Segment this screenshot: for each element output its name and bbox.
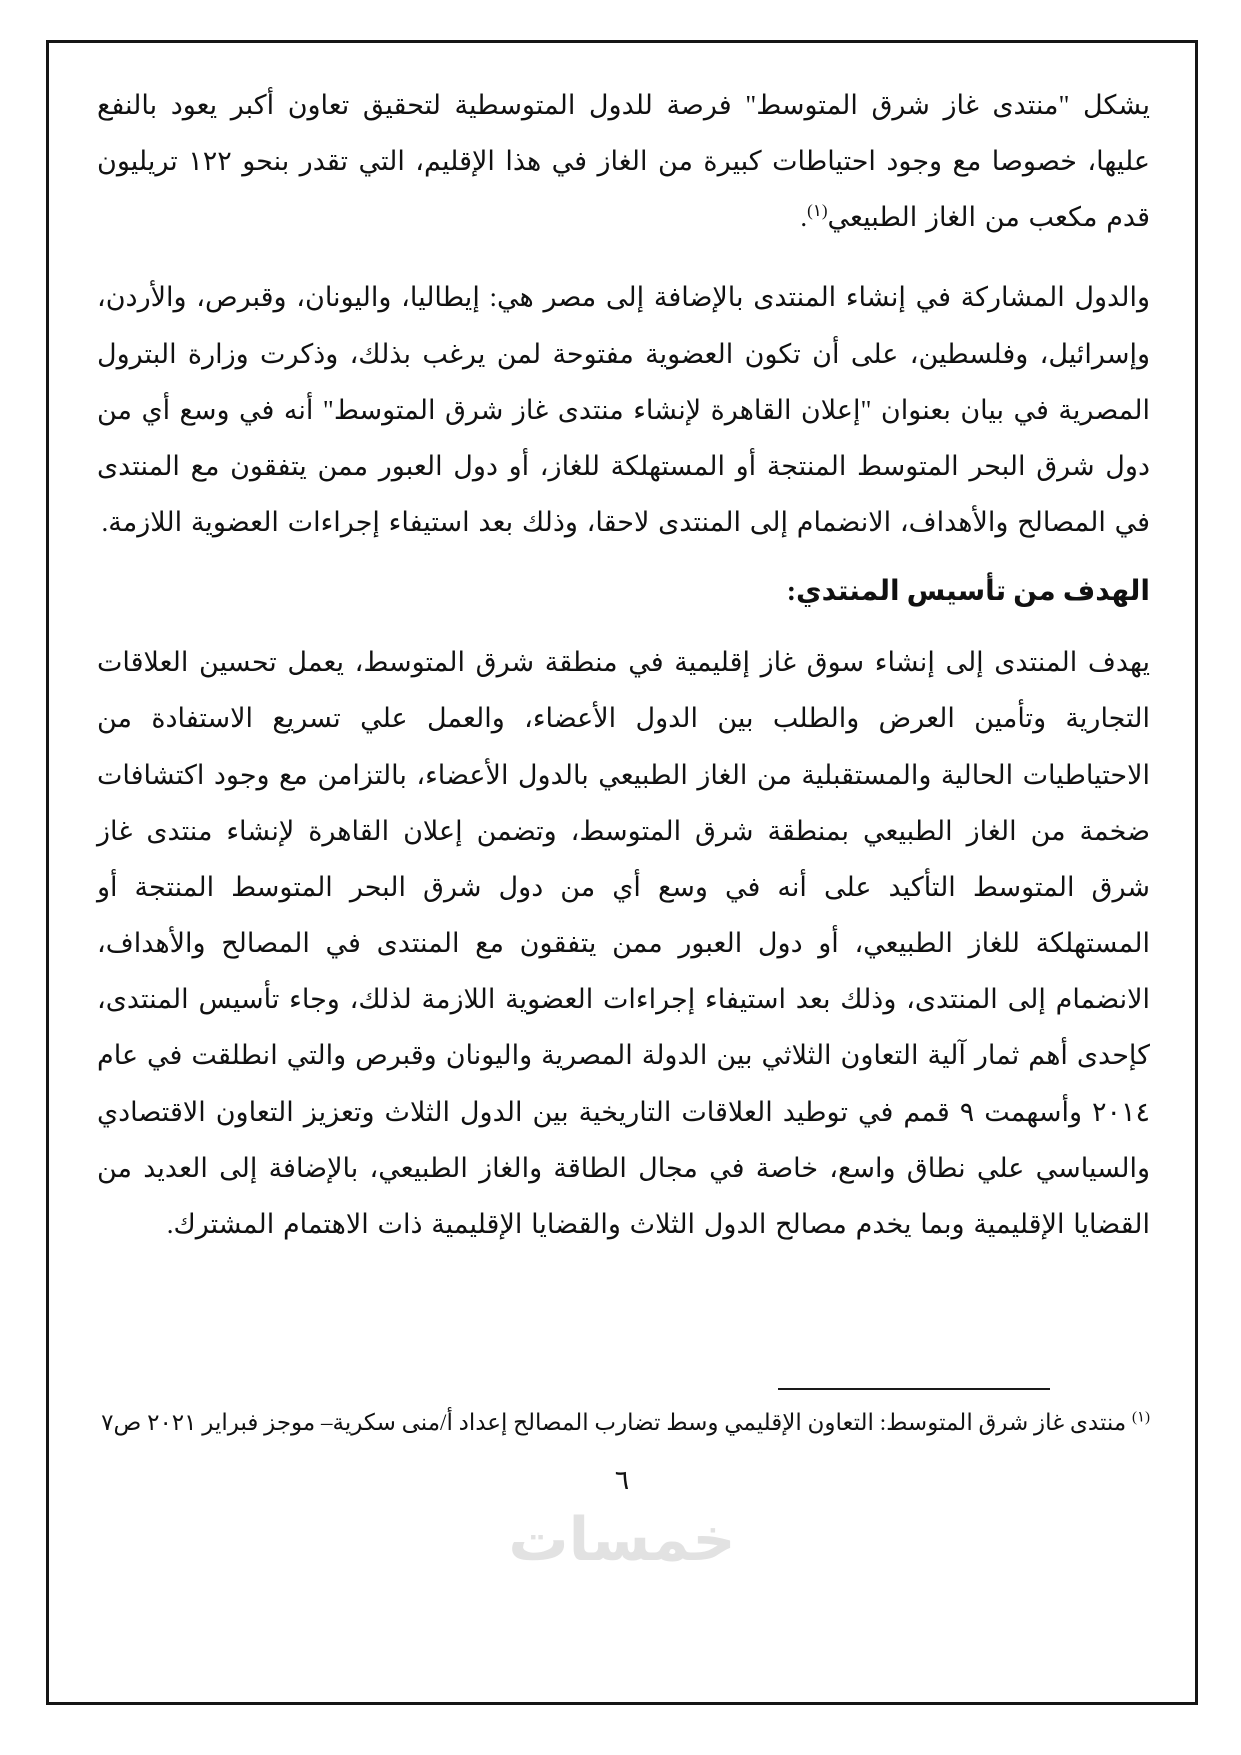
footnote-number: (١)	[1131, 1409, 1150, 1426]
footnote-text: منتدى غاز شرق المتوسط: التعاون الإقليمي وسط تضارب المصالح إعداد أ/منى سكرية– موجز فبراير ٢٠٢١ ص٧	[101, 1410, 1127, 1435]
khamsat-watermark: خمسات	[508, 1505, 736, 1575]
paragraph-member-states: والدول المشاركة في إنشاء المنتدى بالإضافة إلى مصر هي: إيطاليا، واليونان، وقبرص، والأردن، وإسرائيل، وفلسطين، على أن تكون العضوية مفتوحة لمن يرغب بذلك، وذكرت وزارة البترول المصرية في بيان بعنوان "إعلان القاهرة لإنشاء منتدى غاز شرق المتوسط" أنه في وسع أي من دول شرق البحر المتوسط المنتجة أو المستهلكة للغاز، أو دول العبور ممن يتفقون مع المنتدى في المصالح والأهداف، الانضمام إلى المنتدى لاحقا، وذلك بعد استيفاء إجراءات العضوية اللازمة.	[97, 282, 1150, 538]
page-border	[46, 40, 1198, 1705]
footnote-separator	[778, 1388, 1050, 1390]
footnote-area	[97, 1388, 1150, 1443]
document-body	[97, 77, 1150, 1276]
page-number: ٦	[614, 1465, 630, 1495]
paragraph-intro	[97, 77, 1150, 245]
paragraph-forum-goal: يهدف المنتدى إلى إنشاء سوق غاز إقليمية في منطقة شرق المتوسط، يعمل تحسين العلاقات التجارية وتأمين العرض والطلب بين الدول الأعضاء، والعمل علي تسريع الاستفادة من الاحتياطيات الحالية والمستقبلية من الغاز الطبيعي بالدول الأعضاء، بالتزامن مع وجود اكتشافات ضخمة من الغاز الطبيعي بمنطقة شرق المتوسط، وتضمن إعلان القاهرة لإنشاء منتدى غاز شرق المتوسط التأكيد على أنه في وسع أي من دول شرق البحر المتوسط المنتجة أو المستهلكة للغاز الطبيعي، أو دول العبور ممن يتفقون مع المنتدى في المصالح والأهداف، الانضمام إلى المنتدى، وذلك بعد استيفاء إجراءات العضوية اللازمة لذلك، وجاء تأسيس المنتدى، كإحدى أهم ثمار آلية التعاون الثلاثي بين الدولة المصرية واليونان وقبرص والتي انطلقت في عام ٢٠١٤ وأسهمت ٩ قمم في توطيد العلاقات التاريخية بين الدول الثلاث وتعزيز التعاون الاقتصادي والسياسي علي نطاق واسع، خاصة في مجال الطاقة والغاز الطبيعي، بالإضافة إلى العديد من القضايا الإقليمية وبما يخدم مصالح الدول الثلاث والقضايا الإقليمية ذات الاهتمام المشترك.	[97, 647, 1151, 1239]
section-heading: الهدف من تأسيس المنتدي:	[786, 576, 1150, 608]
footnote-reference-mark: (١)	[807, 201, 828, 221]
paragraph-intro-text: يشكل "منتدى غاز شرق المتوسط" فرصة للدول المتوسطية لتحقيق تعاون أكبر يعود بالنفع عليها، خصوصا مع وجود احتياطات كبيرة من الغاز في هذا الإقليم، التي تقدر بنحو ١٢٢ تريليون قدم مكعب من الغاز الطبيعي	[97, 90, 1150, 233]
footnote	[97, 1402, 1150, 1443]
paragraph-intro-tail: .	[800, 202, 808, 233]
